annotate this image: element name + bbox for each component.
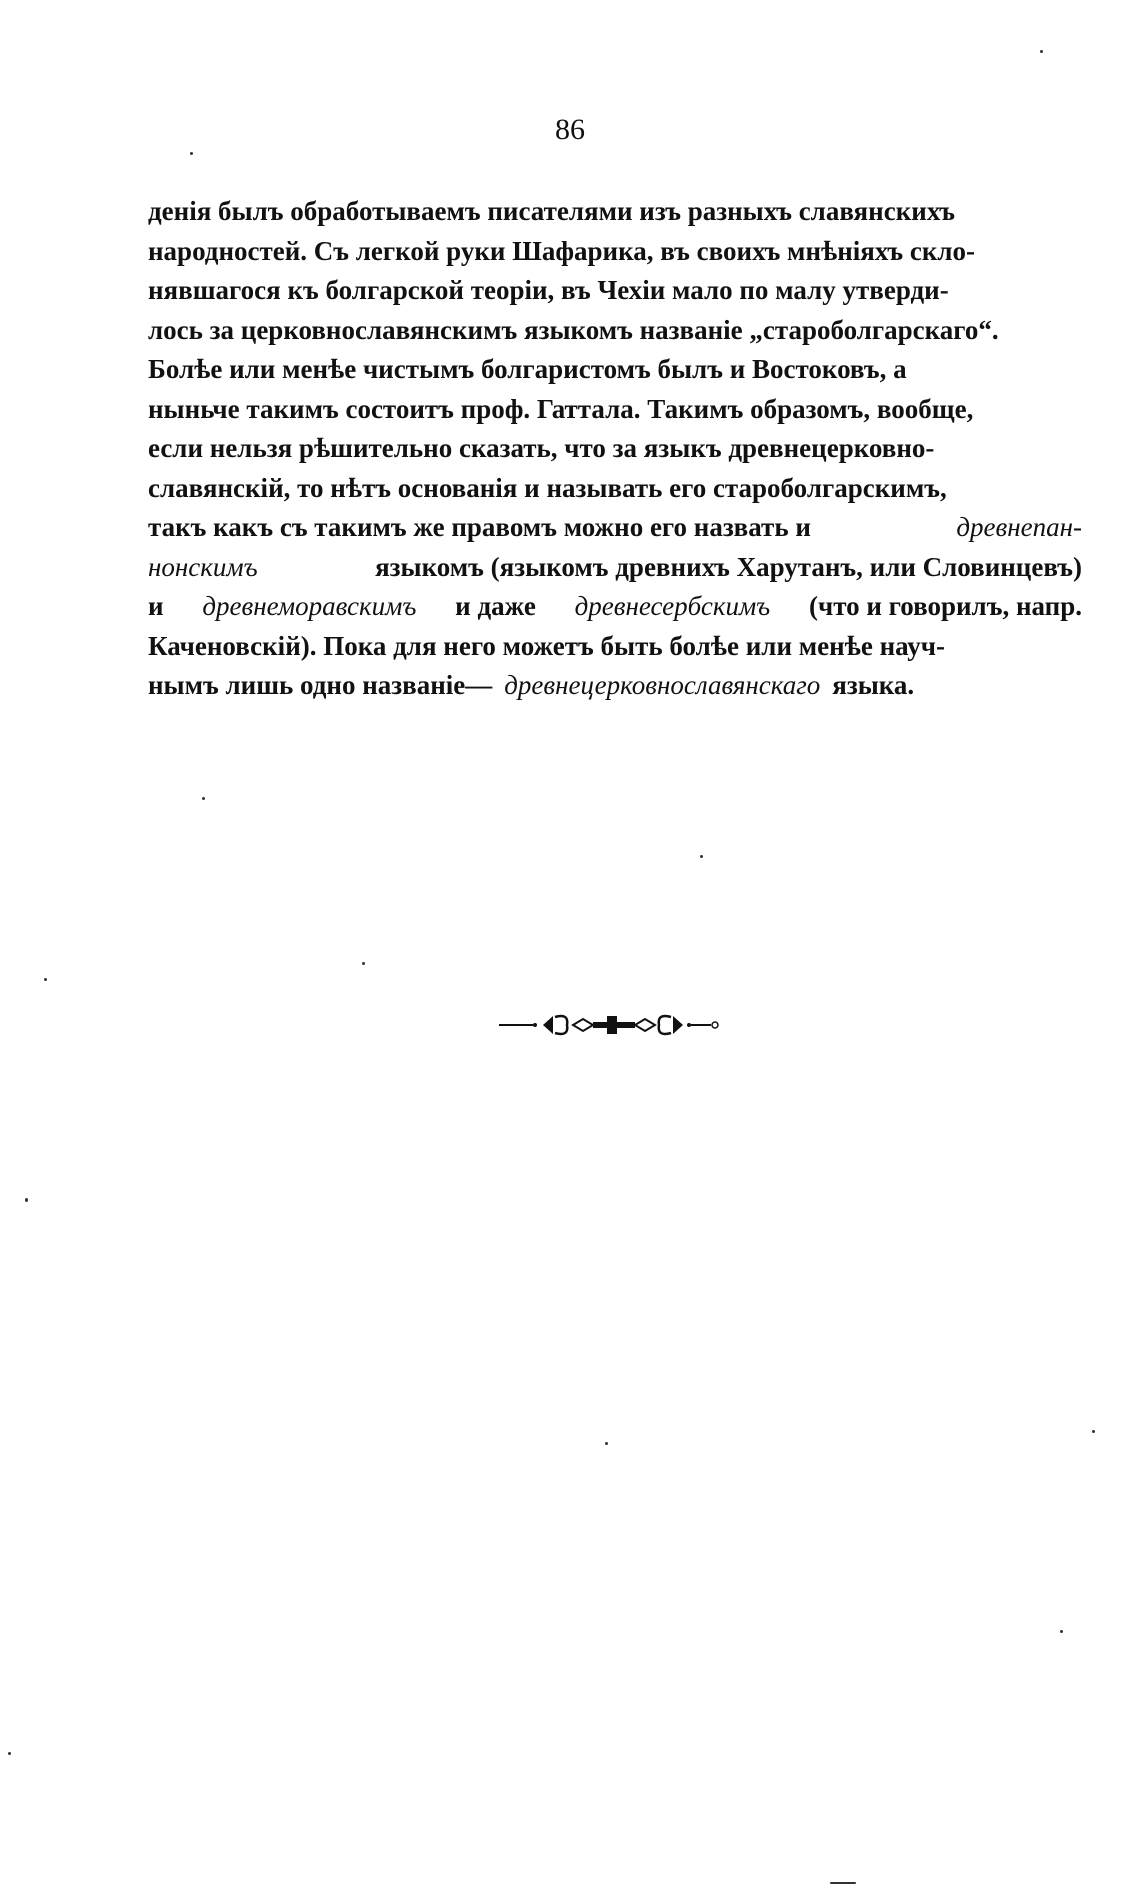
text-segment: нымъ лишь одно названіе— bbox=[148, 670, 493, 700]
print-speck bbox=[25, 1198, 28, 1202]
paragraph bbox=[148, 192, 1082, 706]
italic-term: древнецерковнославянскаго bbox=[504, 670, 821, 700]
text-segment: денія былъ обработываемъ писателями изъ разныхъ славянскихъ bbox=[148, 196, 956, 226]
text-line bbox=[148, 192, 1082, 232]
text-segment: лось за церковнославянскимъ языкомъ названіе „староболгарскаго“. bbox=[148, 314, 999, 345]
text-segment: Каченовскій). Пока для него можетъ быть болѣе или менѣе науч- bbox=[148, 630, 946, 661]
print-speck bbox=[1060, 1630, 1063, 1633]
text-segment: такъ какъ съ такимъ же правомъ можно его назвать и bbox=[148, 512, 811, 542]
text-segment: нявшагося къ болгарской теоріи, въ Чехіи мало по малу утверди- bbox=[148, 275, 949, 305]
text-line bbox=[148, 666, 1082, 706]
text-segment: языкомъ (языкомъ древнихъ Харутанъ, или Словинцевъ) bbox=[375, 551, 1082, 582]
text-line bbox=[148, 548, 1082, 588]
text-segment: славянскій, то нѣтъ основанія и называть его староболгарскимъ, bbox=[148, 472, 947, 503]
print-speck bbox=[830, 1882, 856, 1884]
text-line bbox=[148, 587, 1082, 627]
text-segment: Болѣе или менѣе чистымъ болгаристомъ былъ и Востоковъ, а bbox=[148, 354, 907, 384]
text-segment: ныньче такимъ состоитъ проф. Гаттала. Такимъ образомъ, вообще, bbox=[148, 393, 974, 424]
text-line bbox=[148, 390, 1082, 430]
text-line bbox=[148, 627, 1082, 667]
decorative-fleuron-icon bbox=[497, 1005, 725, 1045]
print-speck bbox=[8, 1752, 11, 1755]
print-speck bbox=[605, 1442, 608, 1445]
italic-term: древнепан- bbox=[956, 512, 1082, 542]
italic-term: нонскимъ bbox=[148, 551, 258, 582]
page-number: 86 bbox=[555, 113, 585, 146]
print-speck bbox=[1040, 50, 1043, 53]
text-line bbox=[148, 311, 1082, 351]
print-speck bbox=[190, 152, 193, 155]
text-line bbox=[148, 469, 1082, 509]
italic-term: древнесербскимъ bbox=[574, 591, 771, 621]
text-line bbox=[148, 350, 1082, 390]
print-speck bbox=[44, 978, 47, 981]
text-line bbox=[148, 508, 1082, 548]
text-line bbox=[148, 232, 1082, 272]
print-speck bbox=[700, 855, 703, 858]
text-segment: (что и говорилъ, напр. bbox=[808, 591, 1082, 621]
print-speck bbox=[362, 962, 365, 965]
text-segment: народностей. Съ легкой руки Шафарика, въ своихъ мнѣніяхъ скло- bbox=[148, 235, 976, 266]
text-segment: если нельзя рѣшительно сказать, что за языкъ древнецерковно- bbox=[148, 433, 935, 463]
text-line bbox=[148, 429, 1082, 469]
text-line bbox=[148, 271, 1082, 311]
print-speck bbox=[1092, 1430, 1095, 1433]
text-segment: и bbox=[148, 591, 164, 621]
print-speck bbox=[202, 797, 205, 800]
text-segment: и даже bbox=[455, 591, 536, 621]
text-segment: языка. bbox=[832, 670, 915, 700]
italic-term: древнеморавскимъ bbox=[202, 591, 417, 621]
